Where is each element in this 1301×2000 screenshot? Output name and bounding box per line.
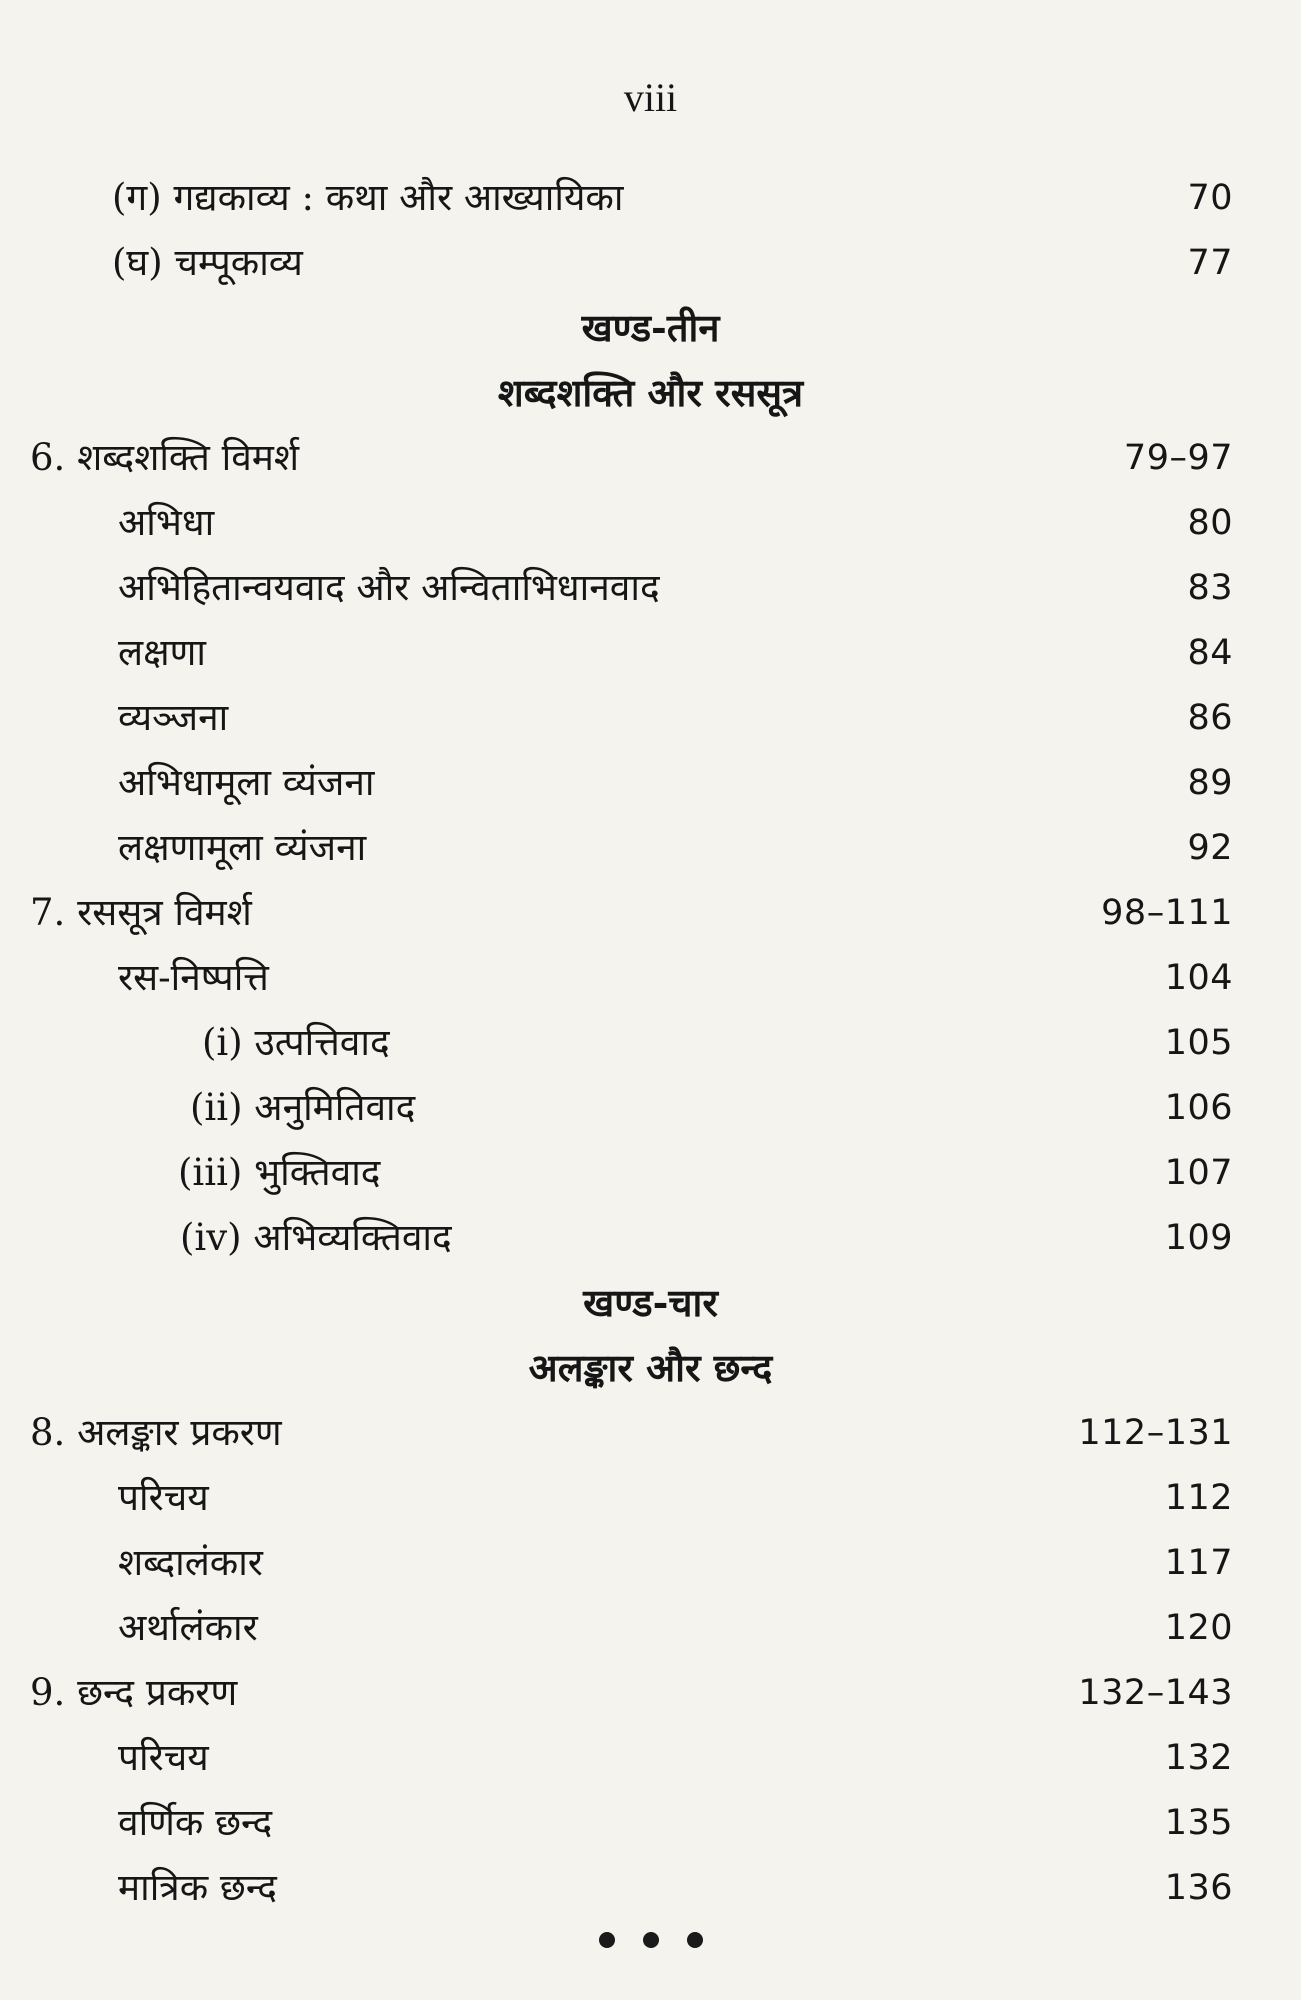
toc-chapter-label: 7. रससूत्र विमर्श (30, 891, 252, 934)
toc-entry (0, 690, 1301, 746)
toc-chapter-pages: 98–111 (1101, 893, 1233, 933)
toc-entry (0, 495, 1301, 551)
toc-entry-label: शब्दालंकार (118, 1541, 263, 1584)
ornament-dot-icon (643, 1932, 659, 1948)
toc-entry-label: लक्षणामूला व्यंजना (118, 826, 367, 869)
toc-entry (0, 235, 1301, 291)
toc-chapter-label: 9. छन्द प्रकरण (30, 1671, 238, 1714)
toc-subentry-label: (iv) अभिव्यक्तिवाद (180, 1216, 452, 1259)
toc-subentry (0, 1080, 1301, 1136)
toc-entry-page: 83 (1187, 568, 1233, 608)
toc-subentry-page: 107 (1164, 1153, 1233, 1193)
toc-entry-page: 117 (1164, 1543, 1233, 1583)
toc-entry (0, 1600, 1301, 1656)
toc-subentry (0, 1015, 1301, 1071)
toc-entry-page: 120 (1164, 1608, 1233, 1648)
toc-entry-page: 104 (1164, 958, 1233, 998)
toc-chapter-pages: 132–143 (1078, 1673, 1233, 1713)
toc-entry-label: अभिधा (118, 501, 215, 544)
toc-entry (0, 1535, 1301, 1591)
toc-entry-label: रस-निष्पत्ति (118, 956, 269, 999)
toc-entry-page: 80 (1187, 503, 1233, 543)
toc-subentry (0, 1210, 1301, 1266)
toc-entry-page: 112 (1164, 1478, 1233, 1518)
toc-entry-label: मात्रिक छन्द (118, 1866, 277, 1909)
toc-entry (0, 755, 1301, 811)
toc-entry (0, 1795, 1301, 1851)
toc-chapter (0, 430, 1301, 486)
toc-entry-label: (ग) गद्यकाव्य : कथा और आख्यायिका (112, 176, 624, 219)
toc-chapter-pages: 79–97 (1123, 438, 1233, 478)
toc-chapter-pages: 112–131 (1078, 1413, 1233, 1453)
toc-subentry-label: (iii) भुक्तिवाद (178, 1151, 381, 1194)
toc-chapter (0, 885, 1301, 941)
toc-entry-page: 86 (1187, 698, 1233, 738)
toc-subentry-page: 106 (1164, 1088, 1233, 1128)
toc-entry-page: 135 (1164, 1803, 1233, 1843)
toc-entry-label: अर्थालंकार (118, 1606, 258, 1649)
toc-entry-label: परिचय (118, 1736, 209, 1779)
section-subheading: अलङ्कार और छन्द (528, 1345, 773, 1390)
toc-entry-label: लक्षणा (118, 631, 206, 674)
toc-subentry-label: (ii) अनुमितिवाद (190, 1086, 416, 1129)
section-heading: खण्ड-तीन (581, 305, 720, 350)
toc-entry (0, 170, 1301, 226)
toc-entry-label: वर्णिक छन्द (118, 1801, 273, 1844)
toc-entry-page: 132 (1164, 1738, 1233, 1778)
toc-entry-label: व्यञ्जना (118, 696, 229, 739)
toc-entry-label: (घ) चम्पूकाव्य (112, 241, 303, 284)
toc-entry (0, 625, 1301, 681)
toc-subentry (0, 1145, 1301, 1201)
toc-entry-page: 136 (1164, 1868, 1233, 1908)
section-subheading: शब्दशक्ति और रससूत्र (497, 370, 804, 415)
end-ornament (0, 1932, 1301, 1948)
toc-entry-label: अभिधामूला व्यंजना (118, 761, 375, 804)
toc-entry-page: 77 (1187, 243, 1233, 283)
toc-chapter (0, 1665, 1301, 1721)
page-number: viii (623, 75, 678, 120)
toc-entry-page: 92 (1187, 828, 1233, 868)
toc-subentry-label: (i) उत्पत्तिवाद (202, 1021, 390, 1064)
toc-entry (0, 820, 1301, 876)
toc-entry-page: 84 (1187, 633, 1233, 673)
section-heading: खण्ड-चार (583, 1280, 718, 1325)
toc-entry (0, 1730, 1301, 1786)
toc-chapter-label: 8. अलङ्कार प्रकरण (30, 1411, 282, 1454)
toc-entry-page: 70 (1187, 178, 1233, 218)
toc-entry (0, 1470, 1301, 1526)
toc-entry (0, 1860, 1301, 1916)
toc-entry (0, 560, 1301, 616)
toc-entry-page: 89 (1187, 763, 1233, 803)
toc-subentry-page: 105 (1164, 1023, 1233, 1063)
ornament-dot-icon (687, 1932, 703, 1948)
toc-subentry-page: 109 (1164, 1218, 1233, 1258)
toc-chapter-label: 6. शब्दशक्ति विमर्श (30, 436, 300, 479)
toc-entry-label: अभिहितान्वयवाद और अन्विताभिधानवाद (118, 566, 660, 609)
toc-chapter (0, 1405, 1301, 1461)
ornament-dot-icon (599, 1932, 615, 1948)
toc-entry-label: परिचय (118, 1476, 209, 1519)
toc-entry (0, 950, 1301, 1006)
